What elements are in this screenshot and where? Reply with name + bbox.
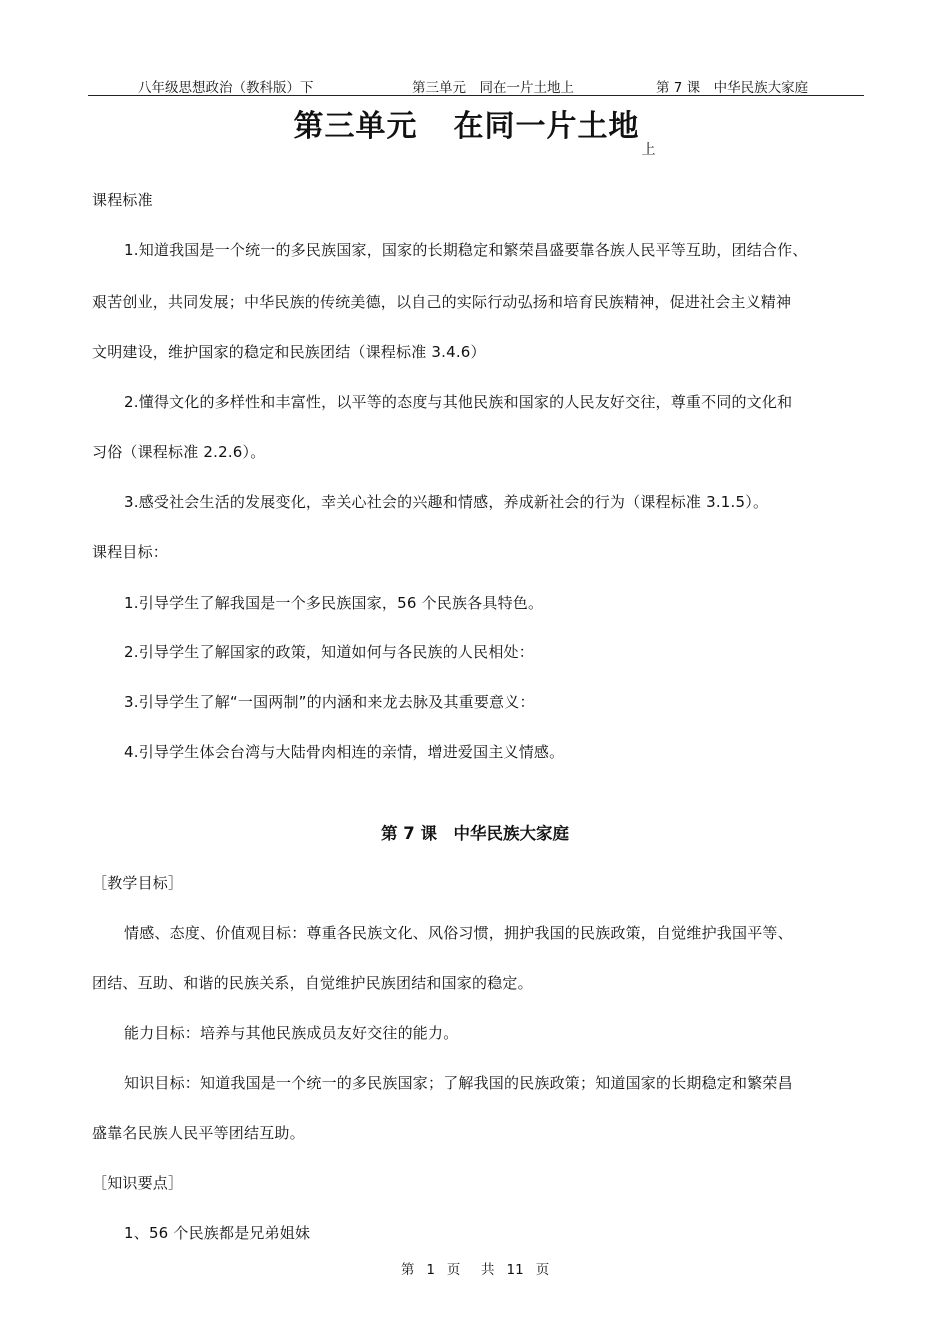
goal-item: 1.引导学生了解我国是一个多民族国家，56 个民族各具特色。 <box>124 594 544 612</box>
key-point-item: 1、56 个民族都是兄弟姐妹 <box>124 1224 311 1242</box>
lesson-title: 第 7 课 中华民族大家庭 <box>381 824 569 843</box>
footer-total-pages: 11 <box>506 1262 524 1278</box>
lesson-line: 能力目标：培养与其他民族成员友好交往的能力。 <box>124 1024 459 1042</box>
footer-total-label: 共 <box>481 1262 495 1278</box>
standards-line: 3.感受社会生活的发展变化，幸关心社会的兴趣和情感，养成新社会的行为（课程标准 3.1.5）。 <box>124 493 769 511</box>
standards-line: 艰苦创业，共同发展；中华民族的传统美德，以自己的实际行动弘扬和培育民族精神，促进社会主义精神 <box>92 293 792 311</box>
key-points-heading: ［知识要点］ <box>92 1174 184 1192</box>
goal-item: 4.引导学生体会台湾与大陆骨肉相连的亲情，增进爱国主义情感。 <box>124 743 565 761</box>
standards-line: 习俗（课程标准 2.2.6）。 <box>92 443 266 461</box>
header-left: 八年级思想政治（教科版）下 <box>138 80 314 96</box>
standards-heading: 课程标准 <box>92 191 153 209</box>
lesson-line: 情感、态度、价值观目标：尊重各民族文化、风俗习惯，拥护我国的民族政策，自觉维护我国平等、 <box>124 924 793 942</box>
header-right: 第 7 课 中华民族大家庭 <box>656 80 809 96</box>
footer-page-label: 第 <box>400 1262 415 1278</box>
lesson-line: 知识目标：知道我国是一个统一的多民族国家；了解我国的民族政策；知道国家的长期稳定和繁荣昌 <box>124 1074 793 1092</box>
teaching-goals-heading: ［教学目标］ <box>92 874 184 892</box>
page-title <box>0 101 950 159</box>
title-subscript: 上 <box>641 142 657 158</box>
header-center: 第三单元 同在一片土地上 <box>412 80 574 96</box>
standards-line: 1.知道我国是一个统一的多民族国家，国家的长期稳定和繁荣昌盛要靠各族人民平等互助，团结合作、 <box>124 241 808 259</box>
standards-line: 文明建设，维护国家的稳定和民族团结（课程标准 3.4.6） <box>92 343 486 361</box>
goal-item: 3.引导学生了解“一国两制”的内涵和来龙去脉及其重要意义： <box>124 693 535 711</box>
footer-page-unit: 页 <box>446 1262 461 1278</box>
goal-item: 2.引导学生了解国家的政策，知道如何与各民族的人民相处： <box>124 643 534 661</box>
lesson-line: 盛靠名民族人民平等团结互助。 <box>92 1124 305 1142</box>
lesson-line: 团结、互助、和谐的民族关系，自觉维护民族团结和国家的稳定。 <box>92 974 533 992</box>
footer-total-unit: 页 <box>535 1262 550 1278</box>
title-unit: 第三单元 <box>293 109 418 144</box>
page-footer <box>0 1258 950 1278</box>
goals-heading: 课程目标： <box>92 543 169 561</box>
title-topic: 在同一片土地 <box>453 109 640 144</box>
footer-page-number: 1 <box>426 1262 435 1278</box>
standards-line: 2.懂得文化的多样性和丰富性，以平等的态度与其他民族和国家的人民友好交往，尊重不同的文化和 <box>124 393 793 411</box>
header-rule <box>88 95 864 96</box>
